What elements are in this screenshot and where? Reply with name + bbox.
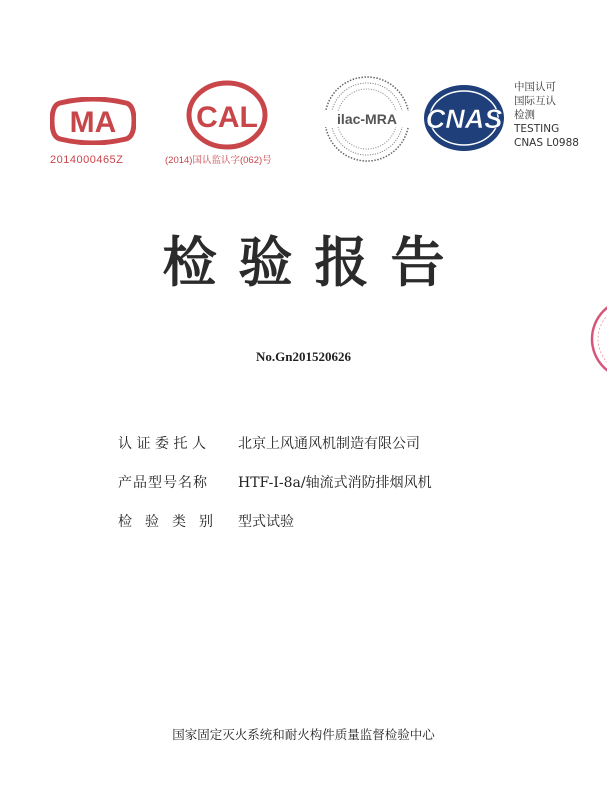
official-seal-partial xyxy=(588,296,607,382)
field-label: 产品型号名称 xyxy=(118,475,208,491)
cnas-line: 中国认可 xyxy=(514,81,556,93)
cnas-line: 国际互认 xyxy=(514,95,556,107)
cma-logo xyxy=(50,97,136,145)
cnas-accreditation-text xyxy=(514,80,579,150)
cnas-logo xyxy=(416,82,512,154)
svg-text:MA: MA xyxy=(69,106,117,139)
cnas-line: 检测 xyxy=(514,109,535,121)
svg-text:ilac-MRA: ilac-MRA xyxy=(337,111,397,127)
field-label: 检验类别 xyxy=(118,514,226,530)
cal-cert-number: (2014)国认监认字(062)号 xyxy=(165,155,272,166)
report-title: 检验报告 xyxy=(162,231,467,294)
ma-cert-number: 2014000465Z xyxy=(50,154,124,166)
issuing-organization: 国家固定灭火系统和耐火构件质量监督检验中心 xyxy=(172,727,435,742)
svg-text:CAL: CAL xyxy=(196,101,258,134)
field-value: 型式试验 xyxy=(238,514,294,530)
svg-text:CNAS: CNAS xyxy=(425,104,503,134)
cnas-line: TESTING xyxy=(514,123,560,135)
cal-logo xyxy=(186,80,268,150)
report-number: No.Gn201520626 xyxy=(256,349,351,364)
field-label: 认证委托人 xyxy=(118,436,211,452)
cnas-line: CNAS L0988 xyxy=(514,137,579,149)
ilac-mra-logo xyxy=(322,74,412,164)
field-value: 北京上风通风机制造有限公司 xyxy=(238,436,420,452)
field-value: HTF-Ⅰ-8a/轴流式消防排烟风机 xyxy=(238,475,432,491)
